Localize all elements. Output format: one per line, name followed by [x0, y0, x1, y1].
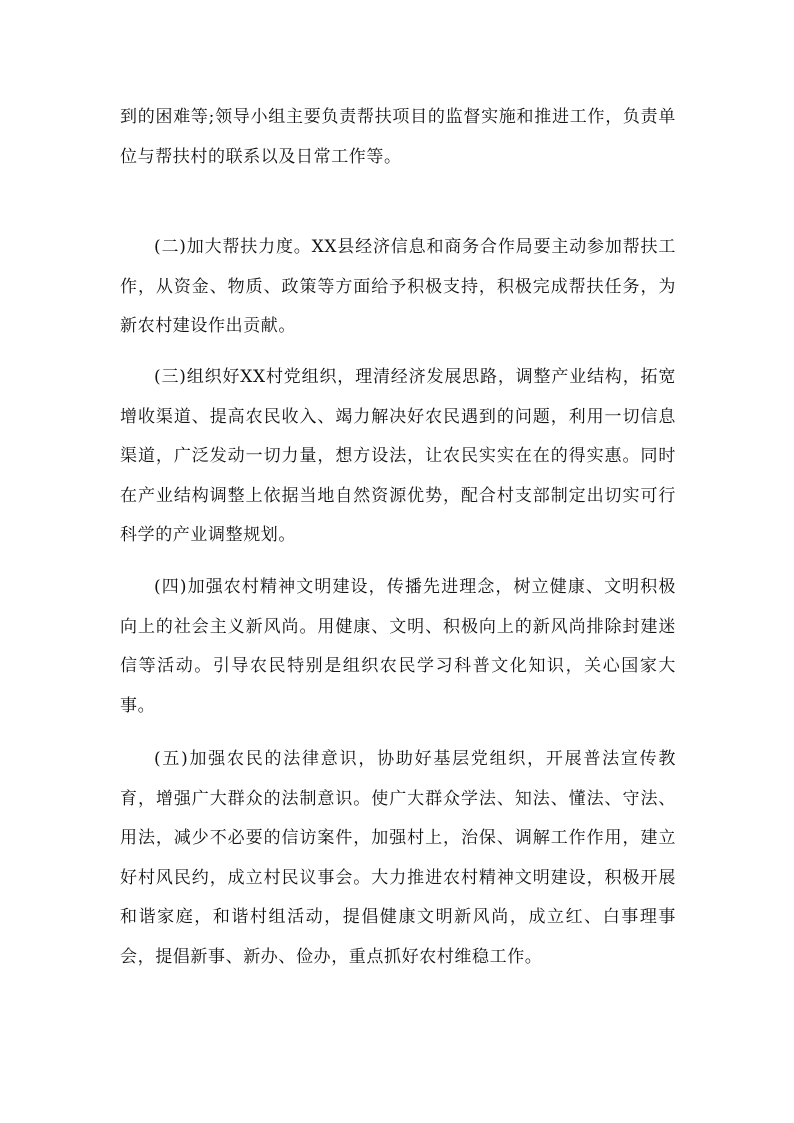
paragraph-text: (三)组织好XX村党组织，理清经济发展思路，调整产业结构，拓宽增收渠道、提高农民收入、竭力解决好农民遇到的问题，利用一切信息渠道，广泛发动一切力量，想方设法，让农民实实在在的得实惠。同时在产业结构调整上依据当地自然资源优势，配合村支部制定出切实可行科学的产业调整规划。	[120, 367, 676, 545]
paragraph-text: (二)加大帮扶力度。XX县经济信息和商务合作局要主动参加帮扶工作，从资金、物质、政策等方面给予积极支持，积极完成帮扶任务，为新农村建设作出贡献。	[120, 237, 676, 336]
paragraph-text: (四)加强农村精神文明建设，传播先进理念，树立健康、文明积极向上的社会主义新风尚。用健康、文明、积极向上的新风尚排除封建迷信等活动。引导农民特别是组织农民学习科普文化知识，关心国家大事。	[120, 577, 676, 716]
paragraph-3	[120, 358, 676, 556]
paragraph-4	[120, 568, 676, 726]
paragraph-2	[120, 228, 676, 347]
paragraph-text: (五)加强农民的法律意识，协助好基层党组织，开展普法宣传教育，增强广大群众的法制意识。使广大群众学法、知法、懂法、守法、用法，减少不必要的信访案件，加强村上，治保、调解工作作用，建立好村风民约，成立村民议事会。大力推进农村精神文明建设，积极开展和谐家庭，和谐村组活动，提倡健康文明新风尚，成立红、白事理事会，提倡新事、新办、俭办，重点抓好农村维稳工作。	[120, 749, 676, 967]
paragraph-continuation	[120, 98, 676, 177]
paragraph-5	[120, 740, 676, 977]
paragraph-text: 到的困难等;领导小组主要负责帮扶项目的监督实施和推进工作，负责单位与帮扶村的联系以及日常工作等。	[120, 107, 676, 167]
